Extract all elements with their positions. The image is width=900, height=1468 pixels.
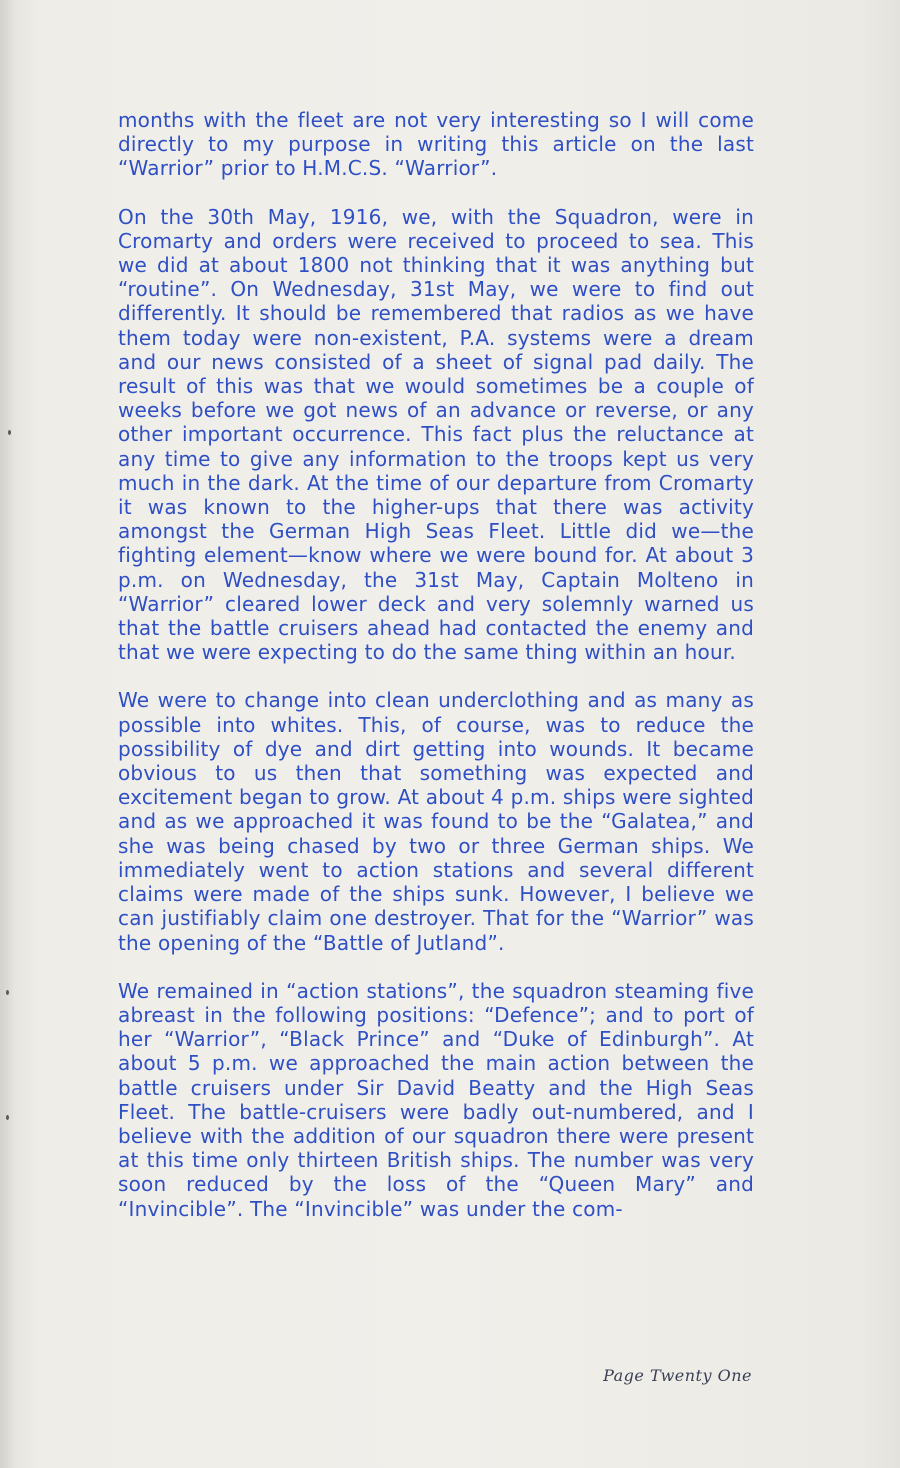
paragraph-1: months with the fleet are not very interesting so I will come directly to my purpose in writing this article on the last “Warrior” prior to H.M.C.S. “Warrior”. [118, 108, 754, 181]
article-body [118, 108, 754, 1245]
paper-speck [6, 1115, 9, 1120]
paper-speck [8, 430, 11, 435]
page-number: Page Twenty One [603, 1366, 752, 1385]
paragraph-4: We remained in “action stations”, the squadron steaming five abreast in the following positions: “Defence”; and to port of her “Warrior”, “Black Prince” and “Duke of Edinburgh”. At about 5 p.m. we approached the main action between the battle cruisers under Sir David Beatty and the High Seas Fleet. The battle-cruisers were badly out-numbered, and I believe with the addition of our squadron there were present at this time only thirteen British ships. The number was very soon reduced by the loss of the “Queen Mary” and “Invincible”. The “Invincible” was under the com- [118, 978, 754, 1221]
paragraph-3: We were to change into clean underclothing and as many as possible into whites. This, of course, was to reduce the possibility of dye and dirt getting into wounds. It became obvious to us then that something was expected and excitement began to grow. At about 4 p.m. ships were sighted and as we approached it was found to be the “Galatea,” and she was being chased by two or three German ships. We immediately went to action stations and several different claims were made of the ships sunk. However, I believe we can justifiably claim one destroyer. That for the “Warrior” was the opening of the “Battle of Jutland”. [118, 688, 754, 955]
page-gutter-shadow [0, 0, 14, 1468]
paper-speck [6, 990, 9, 995]
paragraph-2: On the 30th May, 1916, we, with the Squadron, were in Cromarty and orders were received to proceed to sea. This we did at about 1800 not thinking that it was anything but “routine”. On Wednesday, 31st May, we were to find out differently. It should be remembered that radios as we have them today were non-existent, P.A. systems were a dream and our news consisted of a sheet of signal pad daily. The result of this was that we would sometimes be a couple of weeks before we got news of an advance or reverse, or any other important occurrence. This fact plus the reluctance at any time to give any information to the troops kept us very much in the dark. At the time of our departure from Cromarty it was known to the higher-ups that there was activity amongst the German High Seas Fleet. Little did we—the fighting element—know where we were bound for. At about 3 p.m. on Wednesday, the 31st May, Captain Molteno in “Warrior” cleared lower deck and very solemnly warned us that the battle cruisers ahead had contacted the enemy and that we were expecting to do the same thing within an hour. [118, 204, 754, 665]
